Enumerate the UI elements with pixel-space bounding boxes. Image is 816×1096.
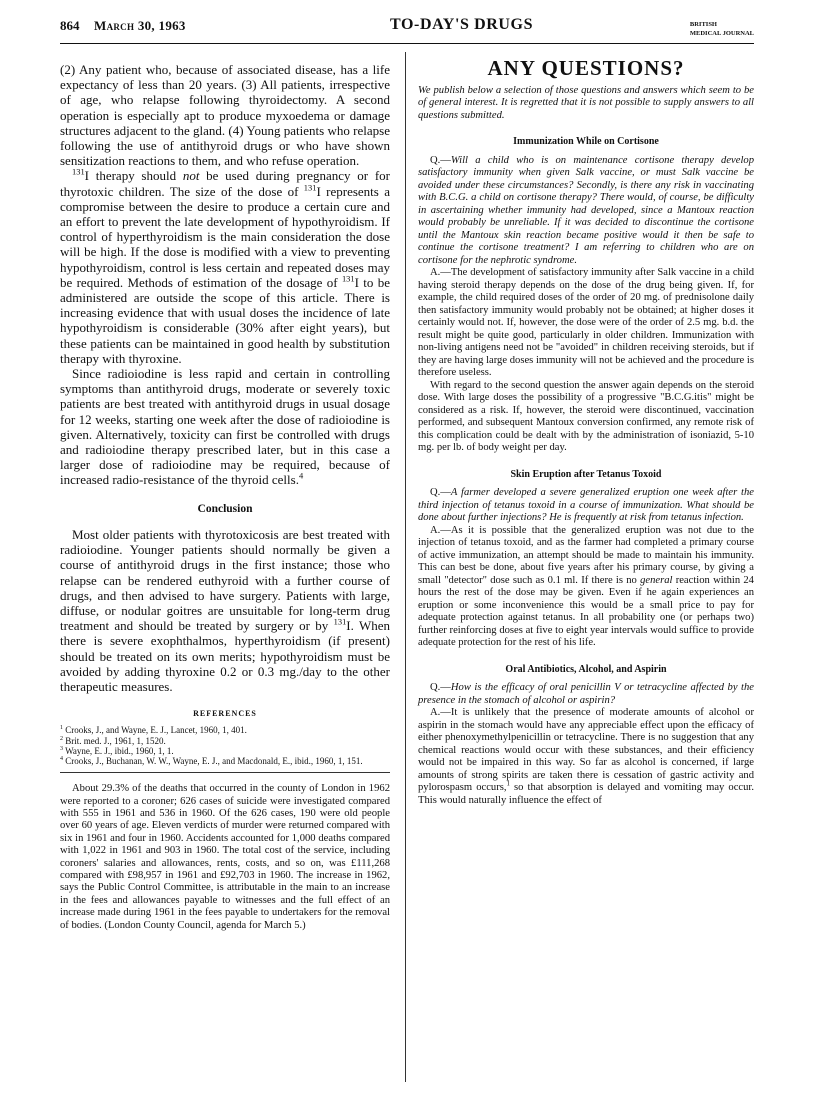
isotope-superscript: 131 xyxy=(303,182,317,193)
text-run: Most older patients with thyrotoxicosis are best treated with radioiodine. Younger patients should normally be given a course of antithyroid drugs in the first instance; those who relapse can be rendered euthyroid with a further course of drugs, and then advised to have surgery. Patients with large, diffuse, or nodular goitres are unsuitable for long-term drug treatment and should be treated by surgery or by xyxy=(60,526,390,634)
reference-item xyxy=(60,725,390,735)
question-heading: Immunization While on Cortisone xyxy=(513,136,659,147)
answer-text xyxy=(418,267,754,380)
a-label: A.— xyxy=(430,267,451,278)
any-questions-title: ANY QUESTIONS? xyxy=(487,56,685,80)
text-run: be used during pregnancy or for thyrotoxic children. The size of the dose of xyxy=(60,168,390,199)
q-label: Q.— xyxy=(430,487,451,498)
q-label: Q.— xyxy=(430,154,451,166)
reference-text: Crooks, J., Buchanan, W. W., Wayne, E. J., and Macdonald, E., ibid., 1960, 1, 151. xyxy=(65,755,363,766)
isotope-superscript: 131 xyxy=(333,616,347,627)
answer-body: It is unlikely that the presence of moderate amounts of alcohol or aspirin in the stomach would have any appreciable effect upon the efficacy of either phenoxymethylpenicillin or tetracycline. There is no suggestion that any chemical reactions would occur with these substances, and their efficiency would not be impaired in this way. So far as alcohol is concerned, if large amounts of strong spirits are taken there is cessation of gastric activity and pylorospasm occurs, xyxy=(418,707,754,793)
emphasis-general: general xyxy=(640,574,673,586)
paragraph-conclusion xyxy=(60,527,390,694)
reference-number: 3 xyxy=(60,745,63,752)
conclusion-heading: Conclusion xyxy=(197,502,253,515)
text-run: I. When there is severe exophthalmos, hyperthyroidism (if present) should be treated on its own merits; hypothyroidism must be avoided by adding thyroxine 0.2 or 0.3 mg./day to the other therapeutic measures. xyxy=(60,618,390,694)
reference-item xyxy=(60,746,390,756)
answer-body: The development of satisfactory immunity after Salk vaccine in a child having steroid therapy depends on the dose of the drug being given. If, for example, the child required doses of the order of 20 mg. of prednisolone daily then satisfactory immunity would probably not be obtained; at higher doses it certainly would not. If, however, the dose were of the order of 2.5 mg. b.d. the result might be quite good, particularly in older children. Immunization with non-living antigens need not be "avoided" in children receiving steroids, but if they are having large doses immunity will not be achieved and the procedure is therefore useless. xyxy=(418,267,754,378)
reference-superscript: 4 xyxy=(298,471,304,482)
isotope-superscript: 131 xyxy=(341,273,355,284)
reference-number: 1 xyxy=(60,725,63,732)
answer-body: As it is possible that the generalized eruption was not due to the injection of tetanus toxoid, and as the farmer had completed a primary course of active immunization, an attempt should be made to maintain his immunity. This can best be done, about five years after his primary course, by giving a small "detector" dose such as 0.1 ml. If there is no xyxy=(418,524,754,586)
question-heading: Skin Eruption after Tetanus Toxoid xyxy=(510,468,662,480)
issue-date: March 30, 1963 xyxy=(94,18,186,33)
journal-line-2: MEDICAL JOURNAL xyxy=(689,30,754,37)
page-number: 864 xyxy=(60,18,80,33)
section-rule xyxy=(60,772,390,773)
paragraph-indications: (2) Any patient who, because of associated disease, has a life expectancy of less than 20 years. (3) All patients, irrespective of age, who relapse following thyroidectomy. A second operation is especially apt to produce myxoedema or damage structures adjacent to the gland. (4) Young patients who relapse following the use of antithyroid drugs or who have shown sensitization reactions to them, and who refuse operation. xyxy=(60,62,390,169)
right-column xyxy=(418,56,754,807)
question-body: How is the efficacy of oral penicillin V or tetracycline affected by the presence in the stomach of alcohol or aspirin? xyxy=(418,682,754,706)
coroner-note: About 29.3% of the deaths that occurred in the county of London in 1962 were reported to a coroner; 626 cases of suicide were investigated compared with 555 in 1961 and 536 in 1960. Of the 626 cases, 190 were old people over 60 years of age. Eleven verdicts of murder were returned compared with six in 1961 and four in 1960. Accidents accounted for 1,000 deaths compared with 1,022 in 1961 and 903 in 1960. The total cost of the service, including coroners' salaries and allowances, rents, costs, and so on, was £111,268 compared with £98,957 in 1961 and £92,703 in 1960. The increase in 1962, says the Public Control Committee, is attributable in the main to an increase in the fees and allowances payable to witnesses and the full effect of an increase made during 1961 in the fees payable to undertakers for the removal of bodies. (London County Council, agenda for March 5.) xyxy=(60,783,390,931)
text-run: I represents a compromise between the desire to produce a certain cure and an effort to prevent the late development of hypothyroidism. If control of hyperthyroidism is the main consideration the dose will be high. If the dose is modified with a view to preventing hypothyroidism, control is less certain and repeated doses may be required. Methods of estimation of the dosage of xyxy=(60,183,390,290)
reference-superscript: 1 xyxy=(506,780,510,788)
question-body: A farmer developed a severe generalized eruption one week after the third injection of tetanus toxoid in a course of immunization. What should be done about further injections? He is frequently at risk from tetanus infection. xyxy=(418,487,754,523)
text-run: Since radioiodine is less rapid and certain in controlling symptoms than antithyroid drugs, moderate or severely toxic patients are best treated with antithyroid drugs in usual dosage for 12 weeks, starting one week after the dose of radioiodine is given. Alternatively, toxicity can first be controlled with drugs and radioiodine therapy prescribed later, but in this case a larger dose of radioiodine may be required, because of increased radio-resistance of the thyroid cells. xyxy=(60,366,390,488)
isotope-superscript: 131 xyxy=(72,167,85,178)
section-title: TO-DAY'S DRUGS xyxy=(390,16,534,33)
answer-text: With regard to the second question the answer again depends on the steroid dose. With large doses the possibility of a progressive "B.C.G.itis" might be considered as a risk. If, however, the steroid were discontinued, vaccination performed, and subsequent Mantoux conversion confirmed, any remote risk of this complication could be dealt with by the administration of isoniazid, 5-10 mg. per lb. of body weight per day. xyxy=(418,379,754,453)
reference-number: 4 xyxy=(60,755,63,762)
references-list xyxy=(60,725,390,766)
reference-item xyxy=(60,756,390,766)
question-text xyxy=(418,155,754,268)
question-text xyxy=(418,487,754,525)
answer-text xyxy=(418,707,754,807)
reference-number: 2 xyxy=(60,735,63,742)
question-heading: Oral Antibiotics, Alcohol, and Aspirin xyxy=(505,663,667,675)
reference-text: Brit. med. J., 1961, 1, 1520. xyxy=(65,735,166,746)
emphasis-not: not xyxy=(182,168,200,184)
intro-text: We publish below a selection of those questions and answers which seem to be of general interest. It is regretted that it is not possible to supply answers to all questions submitted. xyxy=(418,84,754,121)
answer-body: so that absorption is delayed and vomiting may occur. This would naturally influence the effect of xyxy=(418,782,754,806)
references-heading: REFERENCES xyxy=(193,709,257,719)
page-header xyxy=(60,18,754,44)
paragraph-radioiodine xyxy=(60,366,390,488)
text-run: I to be administered are outside the scope of this article. There is increasing evidence that with usual doses the incidence of late hypothyroidism is considerable (30% after eight years), but these patients can be maintained in good health by substitution therapy with thyroxine. xyxy=(60,274,390,366)
question-text xyxy=(418,682,754,707)
reference-item xyxy=(60,736,390,746)
a-label: A.— xyxy=(430,707,451,718)
question-body: Will a child who is on maintenance cortisone therapy develop satisfactory immunity when given Salk vaccine, or must Salk vaccine be avoided under these circumstances? Secondly, is there any risk in vaccinating with B.C.G. a child on cortisone therapy? There would, of course, be difficulty in ascertaining whether immunity had developed, since a Mantoux reaction would probably be unreliable. If it was decided to discontinue the cortisone until the Mantoux skin reaction became positive would it then be safe to continue the cortisone treatment? I am referring to children who are on cortisone for the nephrotic syndrome. xyxy=(418,154,754,266)
column-divider xyxy=(405,52,406,1082)
paragraph-dosage xyxy=(60,168,390,366)
text-run: I therapy should xyxy=(84,168,183,184)
journal-line-1: BRITISH xyxy=(689,21,717,28)
answer-body: reaction within 24 hours the rest of the dose may be given. Even if he again experiences an eruption or some inconvenience this would be a small price to pay for adequate protection against tetanus. In all probability one (or perhaps two) further reinforcing doses at five to eight year intervals would suffice to provide adequate protection for the rest of his life. xyxy=(418,574,754,648)
q-label: Q.— xyxy=(430,682,451,693)
answer-text xyxy=(418,525,754,650)
reference-text: Wayne, E. J., ibid., 1960, 1, 1. xyxy=(65,745,174,756)
reference-text: Crooks, J., and Wayne, E. J., Lancet, 1960, 1, 401. xyxy=(65,725,247,736)
journal-name xyxy=(690,20,754,38)
header-rule xyxy=(60,43,754,44)
a-label: A.— xyxy=(430,524,451,536)
left-column xyxy=(60,62,390,932)
